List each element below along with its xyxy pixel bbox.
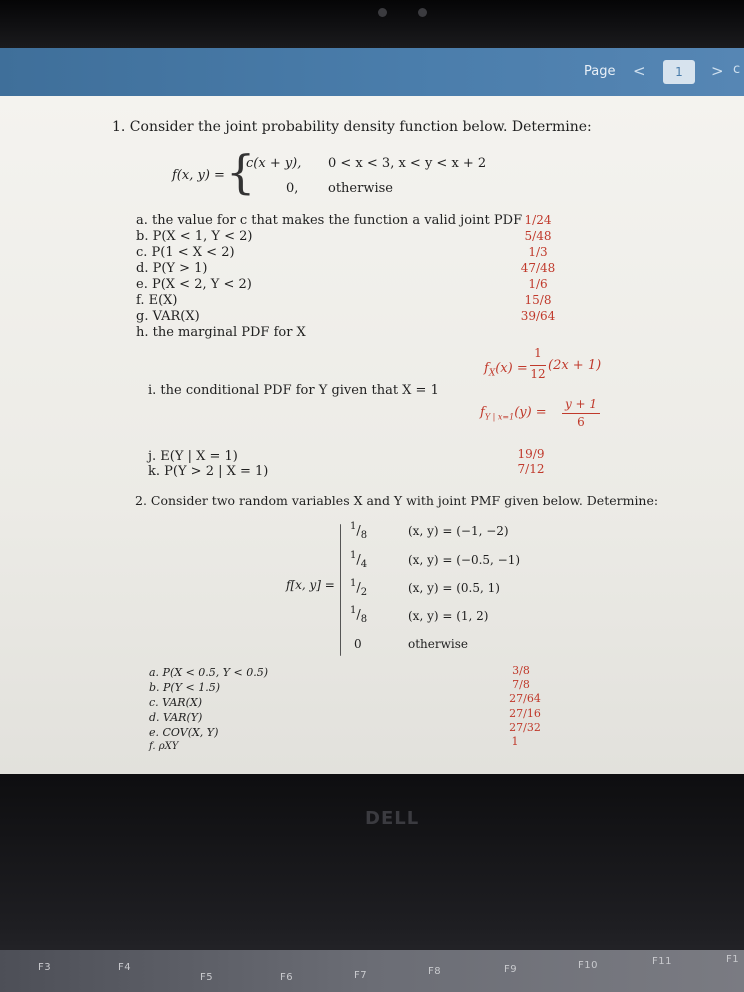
p1-item-c: c. P(1 < X < 2): [136, 245, 235, 260]
p2-answer-a: 3/8: [512, 664, 530, 677]
marginal-numerator: 1: [534, 346, 542, 360]
p1-item-a: a. the value for c that makes the function a valid joint PDF: [136, 213, 523, 228]
conditional-lhs: $f_{Y | x=1}(y)$ =: [480, 405, 547, 422]
page-number-input[interactable]: 1: [663, 60, 695, 84]
pmf-case1-cond: (x, y) = (−1, −2): [408, 524, 509, 538]
p2-item-e: e. COV(X, Y): [149, 726, 219, 739]
pmf-case3-value: $^1/_2$: [350, 578, 368, 598]
pdf-case2-cond: otherwise: [328, 181, 393, 196]
p2-answer-b: 7/8: [512, 678, 530, 691]
p2-answer-e: 27/32: [509, 721, 541, 734]
conditional-denominator: 6: [577, 415, 585, 429]
key-f9[interactable]: F9: [504, 964, 518, 975]
pdf-case1-expr: c(x + y),: [246, 156, 302, 171]
p1-item-e: e. P(X < 2, Y < 2): [136, 277, 252, 292]
key-f10[interactable]: F10: [578, 960, 598, 971]
p2-answer-d: 27/16: [509, 707, 541, 720]
piecewise-brace: {: [226, 145, 256, 199]
pmf-case4-cond: (x, y) = (1, 2): [408, 609, 489, 623]
marginal-rest: (2x + 1): [548, 358, 602, 373]
conditional-numerator: y + 1: [564, 397, 598, 411]
p1-answer-g: 39/64: [520, 309, 556, 323]
key-f6[interactable]: F6: [280, 972, 294, 983]
key-f5[interactable]: F5: [200, 972, 214, 983]
p1-item-i: i. the conditional PDF for Y given that X = 1: [148, 383, 439, 398]
p1-item-h: h. the marginal PDF for X: [136, 325, 306, 340]
problem1-heading: 1. Consider the joint probability density function below. Determine:: [112, 119, 592, 135]
p1-answer-b: 5/48: [524, 229, 552, 243]
dell-logo: DELL: [365, 808, 420, 829]
p2-answer-c: 27/64: [509, 692, 541, 705]
p1-answer-k: 7/12: [517, 462, 545, 476]
p1-answer-j: 19/9: [517, 447, 545, 461]
key-f11[interactable]: F11: [652, 956, 672, 967]
toolbar-cut-text: c: [733, 62, 741, 77]
p1-answer-d: 47/48: [520, 261, 556, 275]
document-page: [0, 96, 744, 774]
pdf-lhs: f(x, y) =: [172, 168, 225, 183]
key-f7[interactable]: F7: [354, 970, 368, 981]
conditional-fraction-bar: [562, 413, 600, 414]
pmf-case2-value: $^1/_4$: [350, 550, 368, 570]
function-key-row: [0, 950, 744, 992]
page-label: Page: [584, 64, 616, 79]
p1-answer-f: 15/8: [524, 293, 552, 307]
marginal-lhs: $f_X(x)$ =: [484, 361, 528, 379]
marginal-fraction-bar: [530, 365, 546, 366]
key-f4[interactable]: F4: [118, 962, 132, 973]
problem2-heading: 2. Consider two random variables X and Y with joint PMF given below. Determine:: [135, 493, 659, 508]
p1-item-k: k. P(Y > 2 | X = 1): [148, 464, 269, 479]
key-f3[interactable]: F3: [38, 962, 52, 973]
p2-item-a: a. P(X < 0.5, Y < 0.5): [149, 666, 269, 679]
pmf-case4-value: $^1/_8$: [350, 605, 368, 625]
p1-answer-e: 1/6: [528, 277, 548, 291]
p1-item-g: g. VAR(X): [136, 309, 200, 324]
pmf-lhs: f[x, y] =: [286, 578, 335, 592]
pmf-case3-cond: (x, y) = (0.5, 1): [408, 581, 500, 595]
p2-item-d: d. VAR(Y): [149, 711, 203, 724]
pmf-case1-value: $^1/_8$: [350, 521, 368, 541]
p2-answer-f: 1: [511, 735, 519, 748]
p1-item-j: j. E(Y | X = 1): [148, 449, 238, 464]
key-f1[interactable]: F1: [726, 954, 740, 965]
p2-item-c: c. VAR(X): [149, 696, 202, 709]
chevron-left-icon[interactable]: <: [633, 62, 646, 80]
camera-dot: [378, 8, 387, 17]
p1-item-b: b. P(X < 1, Y < 2): [136, 229, 253, 244]
pmf-case2-cond: (x, y) = (−0.5, −1): [408, 553, 521, 567]
p1-answer-c: 1/3: [528, 245, 548, 259]
camera-dot: [418, 8, 427, 17]
pdf-case2-expr: 0,: [286, 181, 299, 196]
p2-item-f: f. ρXY: [149, 741, 179, 752]
marginal-denominator: 12: [530, 367, 546, 381]
key-f8[interactable]: F8: [428, 966, 442, 977]
screen-bezel: [0, 0, 744, 48]
p1-item-d: d. P(Y > 1): [136, 261, 208, 276]
p1-item-f: f. E(X): [136, 293, 178, 308]
pmf-case5-value: 0: [354, 637, 362, 651]
pmf-case5-cond: otherwise: [408, 637, 468, 651]
pdf-case1-cond: 0 < x < 3, x < y < x + 2: [328, 156, 487, 171]
pmf-brace: [340, 524, 341, 656]
p2-item-b: b. P(Y < 1.5): [149, 681, 220, 694]
chevron-right-icon[interactable]: >: [711, 62, 724, 80]
p1-answer-a: 1/24: [524, 213, 552, 227]
